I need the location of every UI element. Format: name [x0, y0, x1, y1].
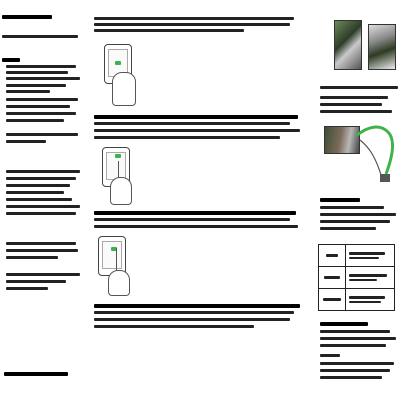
- text-line: [6, 170, 80, 173]
- hand-icon: [108, 270, 130, 296]
- text-line: [6, 280, 66, 283]
- illustration-hand-phone-2: [100, 143, 144, 207]
- text-line: [320, 96, 388, 99]
- text-line: [349, 274, 387, 277]
- text-line: [94, 17, 294, 20]
- section-heading: [320, 322, 368, 326]
- middle-column: [94, 0, 308, 400]
- text-line: [94, 318, 290, 321]
- text-line: [6, 249, 78, 252]
- right-column: [316, 0, 400, 400]
- text-line: [320, 337, 396, 340]
- text-line: [320, 110, 392, 113]
- text-line: [6, 90, 50, 93]
- text-line: [320, 376, 382, 379]
- text-line: [320, 362, 394, 365]
- text-line: [6, 198, 72, 201]
- text-line: [6, 287, 48, 290]
- text-line: [94, 218, 290, 221]
- text-line: [6, 105, 70, 108]
- text-line: [320, 354, 340, 357]
- table-row: [319, 245, 395, 267]
- photo-phone-right: [368, 24, 396, 70]
- text-line: [349, 279, 377, 281]
- text-line: [6, 71, 68, 74]
- illustration-hand-phone-3: [98, 234, 142, 296]
- text-line: [94, 136, 280, 139]
- text-line: [2, 35, 78, 38]
- text-line: [6, 191, 64, 194]
- text-line: [6, 256, 58, 259]
- indicator-table: [318, 244, 395, 311]
- text-line: [94, 115, 298, 119]
- text-line: [320, 227, 376, 230]
- text-line: [94, 225, 298, 228]
- text-line: [6, 273, 80, 276]
- text-line: [6, 184, 70, 187]
- text-line: [326, 254, 338, 257]
- text-line: [323, 298, 341, 301]
- text-line: [6, 119, 64, 122]
- text-line: [6, 205, 80, 208]
- photo-phone-left: [334, 20, 362, 70]
- text-line: [94, 129, 300, 132]
- text-line: [320, 369, 390, 372]
- text-line: [6, 242, 76, 245]
- text-line: [320, 220, 390, 223]
- text-line: [6, 177, 76, 180]
- green-indicator: [115, 61, 121, 65]
- text-line: [320, 213, 396, 216]
- text-line: [349, 296, 385, 299]
- text-line: [320, 86, 398, 89]
- text-line: [94, 211, 296, 215]
- text-line: [320, 344, 386, 347]
- text-line: [94, 325, 254, 328]
- table-row: [319, 289, 395, 311]
- footer-text: [4, 372, 68, 376]
- text-line: [349, 252, 385, 255]
- text-line: [6, 84, 66, 87]
- text-line: [6, 212, 76, 215]
- text-line: [6, 112, 76, 115]
- text-line: [94, 304, 300, 308]
- text-line: [94, 122, 290, 125]
- cable-icon: [354, 118, 400, 186]
- hand-icon: [110, 177, 132, 205]
- table-row: [319, 267, 395, 289]
- text-line: [324, 276, 340, 279]
- hand-icon: [112, 72, 136, 106]
- text-line: [94, 29, 244, 32]
- section-heading: [320, 198, 360, 202]
- text-line: [2, 15, 52, 19]
- left-column: [0, 0, 88, 400]
- text-line: [6, 140, 46, 143]
- text-line: [94, 311, 294, 314]
- section-heading: [2, 58, 20, 62]
- text-line: [6, 133, 78, 136]
- text-line: [6, 77, 80, 80]
- text-line: [6, 65, 76, 68]
- illustration-hand-phone-1: [100, 42, 144, 108]
- text-line: [320, 103, 382, 106]
- text-line: [320, 330, 390, 333]
- text-line: [94, 23, 290, 26]
- text-line: [6, 98, 78, 101]
- text-line: [349, 257, 379, 259]
- text-line: [349, 301, 381, 303]
- green-indicator: [115, 154, 121, 158]
- text-line: [320, 206, 384, 209]
